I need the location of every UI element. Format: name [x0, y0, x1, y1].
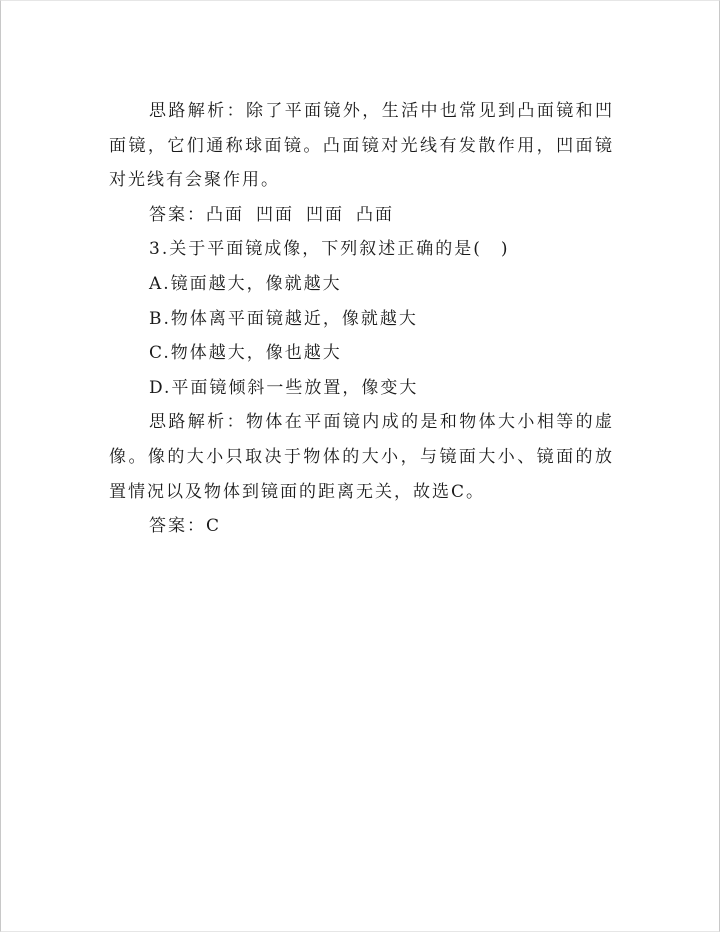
- question-3-option-a: A.镜面越大，像就越大: [149, 273, 342, 294]
- question-3-option-c: C.物体越大，像也越大: [149, 343, 342, 364]
- question-3-option-b: B.物体离平面镜越近，像就越大: [149, 308, 418, 329]
- answer-line-1: [109, 198, 614, 233]
- answer-item: 凹面: [256, 204, 294, 225]
- answer-item: 凸面: [356, 204, 394, 225]
- answer-item: 凹面: [306, 204, 344, 225]
- analysis-paragraph-2: 思路解析：物体在平面镜内成的是和物体大小相等的虚像。像的大小只取决于物体的大小，与镜面大小、镜面的放置情况以及物体到镜面的距离无关，故选C。: [109, 412, 614, 502]
- answer-line-2: 答案：C: [149, 516, 222, 537]
- question-3-stem: 3.关于平面镜成像，下列叙述正确的是( ): [149, 239, 510, 260]
- answer-label: 答案：: [149, 204, 206, 225]
- document-body: [109, 94, 614, 544]
- analysis-paragraph-1: 思路解析：除了平面镜外，生活中也常见到凸面镜和凹面镜，它们通称球面镜。凸面镜对光线有发散作用，凹面镜对光线有会聚作用。: [109, 101, 614, 191]
- question-3-option-d: D.平面镜倾斜一些放置，像变大: [149, 377, 419, 398]
- answer-item: 凸面: [206, 204, 244, 225]
